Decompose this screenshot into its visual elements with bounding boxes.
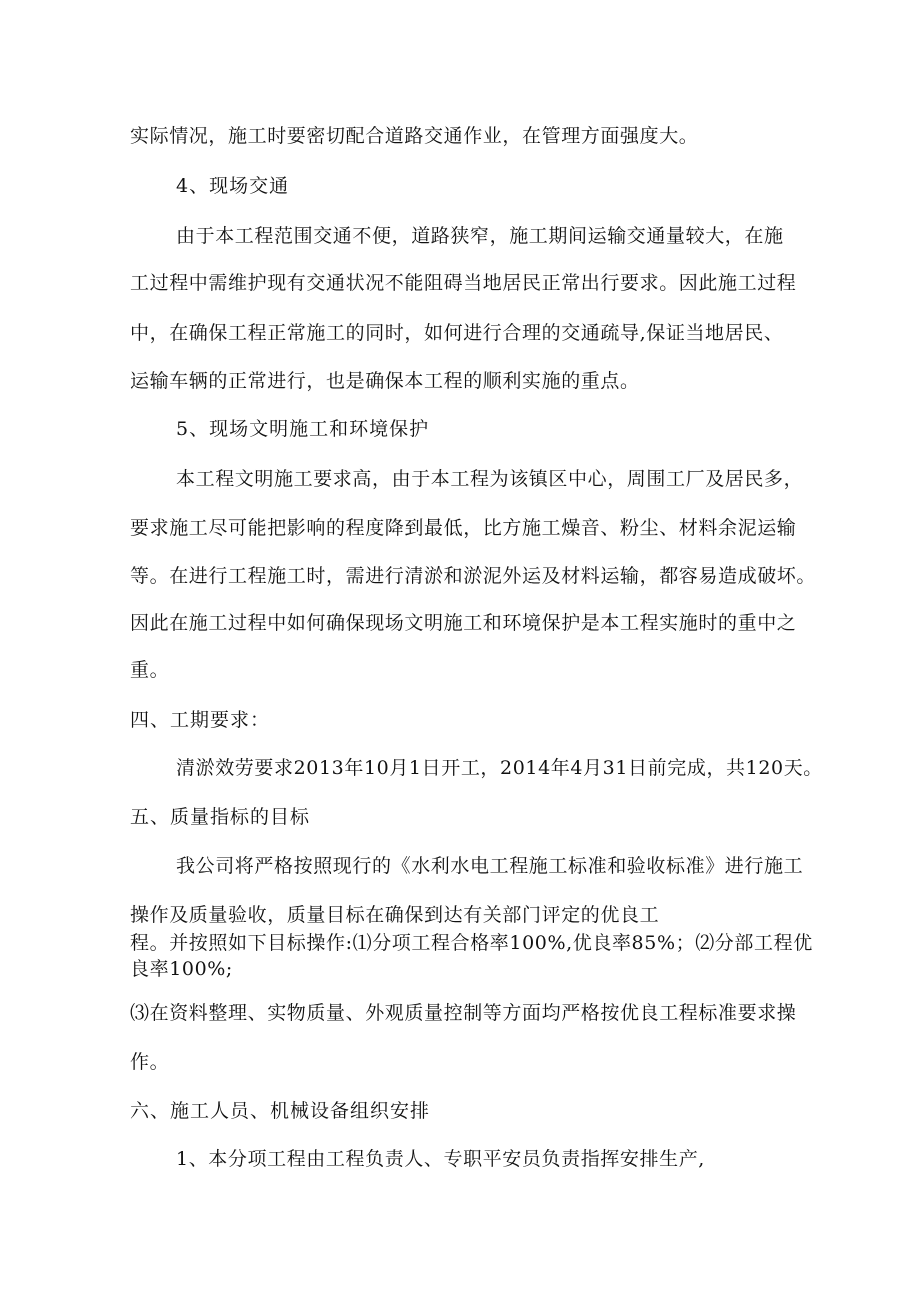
section-heading: 4、现场交通 (176, 175, 290, 197)
paragraph-line: 我公司将严格按照现行的《水利水电工程施工标准和验收标准》进行施工 (176, 855, 804, 877)
paragraph-line: 中，在确保工程正常施工的同时，如何进行合理的交通疏导,保证当地居民、 (130, 322, 784, 344)
section-heading: 六、施工人员、机械设备组织安排 (130, 1100, 431, 1122)
paragraph-line: 本工程文明施工要求高，由于本工程为该镇区中心，周围工厂及居民多， (176, 468, 804, 490)
paragraph-line: 实际情况，施工时要密切配合道路交通作业，在管理方面强度大。 (130, 125, 699, 147)
paragraph-line: 运输车辆的正常进行，也是确保本工程的顺利实施的重点。 (130, 370, 640, 392)
paragraph-line: 操作及质量验收，质量目标在确保到达有关部门评定的优良工 (130, 904, 660, 926)
paragraph-line: 作。 (130, 1051, 170, 1073)
paragraph-line: ⑶在资料整理、实物质量、外观质量控制等方面均严格按优良工程标准要求操 (130, 1002, 797, 1024)
section-heading: 四、工期要求： (130, 709, 271, 731)
paragraph-line: 由于本工程范围交通不便，道路狭窄，施工期间运输交通量较大，在施 (176, 225, 784, 247)
paragraph-line: 因此在施工过程中如何确保现场文明施工和环境保护是本工程实施时的重中之 (130, 612, 797, 634)
paragraph-line: 程。并按照如下目标操作:⑴分项工程合格率100%,优良率85%；⑵分部工程优 (130, 932, 813, 954)
paragraph-line: 要求施工尽可能把影响的程度降到最低，比方施工燥音、粉尘、材料余泥运输 (130, 517, 797, 539)
paragraph-line: 1、本分项工程由工程负责人、专职平安员负责指挥安排生产, (176, 1148, 705, 1170)
paragraph-line: 清淤效劳要求2013年10月1日开工，2014年4月31日前完成，共120天。 (176, 757, 823, 779)
paragraph-line: 良率100%; (130, 958, 233, 980)
paragraph-line: 重。 (130, 659, 170, 681)
section-heading: 五、质量指标的目标 (130, 806, 311, 828)
paragraph-line: 等。在进行工程施工时，需进行清淤和淤泥外运及材料运输，都容易造成破坏。 (130, 565, 817, 587)
paragraph-line: 工过程中需维护现有交通状况不能阻碍当地居民正常出行要求。因此施工过程 (130, 272, 797, 294)
section-heading: 5、现场文明施工和环境保护 (176, 418, 430, 440)
